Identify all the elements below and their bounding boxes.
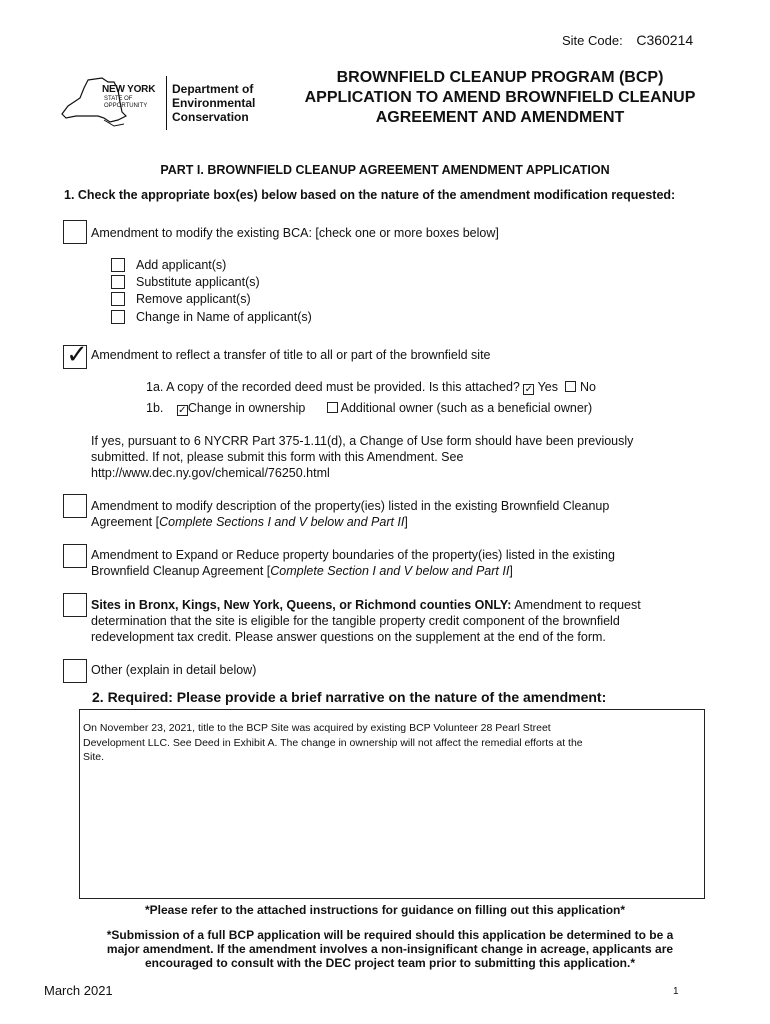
logo-new-york: NEW YORK — [102, 84, 156, 95]
narrative-line-3: Site. — [83, 751, 105, 763]
add-applicant-checkbox[interactable] — [111, 258, 125, 272]
additional-owner-label: Additional owner (such as a beneficial owner) — [340, 401, 593, 415]
question-2: 2. Required: Please provide a brief narrative on the nature of the amendment: — [92, 689, 607, 705]
title-line-3: AGREEMENT AND AMENDMENT — [375, 109, 625, 126]
change-name-checkbox[interactable] — [111, 310, 125, 324]
submission-line-1: *Submission of a full BCP application will be required should this application be determined to be a — [106, 928, 674, 942]
counties-text — [91, 597, 641, 645]
part-title: PART I. BROWNFIELD CLEANUP AGREEMENT AMENDMENT APPLICATION — [160, 163, 610, 177]
instructions-note: *Please refer to the attached instructions for guidance on filling out this application* — [144, 903, 626, 917]
submission-line-2: major amendment. If the amendment involves a non-insignificant change in acreage, applicants are — [106, 942, 674, 956]
logo-dept-line2: Environmental — [172, 96, 256, 110]
site-code — [562, 32, 693, 48]
deed-attached-yes-checkbox[interactable]: ✓ — [524, 384, 534, 395]
expand-reduce-line-1: Amendment to Expand or Reduce property boundaries of the property(ies) listed in the existing — [91, 548, 615, 562]
logo-opportunity: OPPORTUNITY — [104, 103, 148, 109]
submission-note — [40, 928, 740, 970]
substitute-applicant-checkbox[interactable] — [111, 275, 125, 289]
modify-description-line-2 — [91, 514, 609, 530]
question-1a — [146, 379, 596, 395]
site-code-label: Site Code: — [562, 33, 623, 48]
change-ownership-checkbox[interactable]: ✓ — [178, 405, 187, 416]
deed-attached-no-checkbox[interactable] — [565, 381, 576, 392]
expand-reduce-prefix: Brownfield Cleanup Agreement [ — [91, 564, 271, 578]
footer-date: March 2021 — [44, 983, 113, 998]
if-yes-line-2: submitted. If not, please submit this form with this Amendment. See — [91, 450, 464, 464]
modify-description-checkbox[interactable] — [63, 494, 87, 518]
modify-description-prefix: Agreement [ — [91, 515, 160, 529]
title-line-2: APPLICATION TO AMEND BROWNFIELD CLEANUP — [304, 89, 696, 106]
question-1a-text: 1a. A copy of the recorded deed must be provided. Is this attached? — [146, 380, 520, 394]
page-title — [270, 68, 730, 128]
counties-rest: Amendment to request — [511, 598, 641, 612]
modify-description-italic: Complete Sections I and V below and Part II — [159, 515, 405, 529]
expand-reduce-italic: Complete Section I and V below and Part II — [270, 564, 510, 578]
expand-reduce-line-2 — [91, 563, 615, 579]
modify-description-text — [91, 498, 609, 530]
if-yes-line-1: If yes, pursuant to 6 NYCRR Part 375-1.11(d), a Change of Use form should have been previously — [91, 434, 634, 448]
expand-reduce-text — [91, 547, 615, 579]
expand-reduce-checkbox[interactable] — [63, 544, 87, 568]
title-line-1: BROWNFIELD CLEANUP PROGRAM (BCP) — [336, 69, 664, 86]
check-mark-icon: ✓ — [66, 340, 88, 370]
additional-owner-checkbox[interactable] — [327, 402, 338, 413]
transfer-title-label: Amendment to reflect a transfer of title to all or part of the brownfield site — [91, 348, 491, 362]
question-1: 1. Check the appropriate box(es) below based on the nature of the amendment modification requested: — [64, 188, 676, 202]
change-of-use-link[interactable]: http://www.dec.ny.gov/chemical/76250.html — [91, 466, 330, 480]
modify-description-line-1: Amendment to modify description of the property(ies) listed in the existing Brownfield Cleanup — [91, 499, 610, 513]
dec-logo — [58, 76, 268, 132]
narrative-textarea[interactable] — [79, 709, 705, 899]
modify-bca-checkbox[interactable] — [63, 220, 87, 244]
counties-line-1 — [91, 597, 641, 613]
expand-reduce-suffix: ] — [509, 564, 513, 578]
logo-dept-line1: Department of — [172, 82, 254, 96]
change-name-label: Change in Name of applicant(s) — [136, 310, 312, 324]
deed-attached-no-label: No — [579, 380, 596, 394]
deed-attached-yes-label: Yes — [537, 380, 558, 394]
logo-divider — [166, 76, 167, 130]
counties-bold: Sites in Bronx, Kings, New York, Queens, or Richmond counties ONLY: — [91, 598, 512, 612]
remove-applicant-checkbox[interactable] — [111, 292, 125, 306]
change-ownership-label: Change in ownership — [187, 401, 306, 415]
counties-line-2: determination that the site is eligible for the tangible property credit component of the brownfield — [91, 614, 620, 628]
question-1b-prefix: 1b. — [146, 401, 164, 415]
modify-description-suffix: ] — [404, 515, 408, 529]
site-code-value: C360214 — [636, 32, 694, 48]
other-checkbox[interactable] — [63, 659, 87, 683]
if-yes-paragraph — [91, 433, 633, 481]
submission-line-3: encouraged to consult with the DEC project team prior to submitting this application.* — [144, 956, 636, 970]
counties-checkbox[interactable] — [63, 593, 87, 617]
page-number: 1 — [673, 986, 679, 997]
transfer-title-checkbox[interactable] — [63, 340, 88, 370]
substitute-applicant-label: Substitute applicant(s) — [136, 275, 260, 289]
modify-bca-label: Amendment to modify the existing BCA: [check one or more boxes below] — [91, 226, 499, 240]
other-label: Other (explain in detail below) — [91, 663, 257, 677]
remove-applicant-label: Remove applicant(s) — [136, 292, 251, 306]
logo-dept-line3: Conservation — [172, 110, 249, 124]
question-1b — [146, 400, 592, 416]
add-applicant-label: Add applicant(s) — [136, 258, 227, 272]
counties-line-3: redevelopment tax credit. Please answer questions on the supplement at the end of the form. — [91, 630, 606, 644]
logo-state-of: STATE OF — [104, 96, 133, 102]
narrative-line-1: On November 23, 2021, title to the BCP Site was acquired by existing BCP Volunteer 28 Pearl Street — [83, 722, 551, 734]
narrative-line-2: Development LLC. See Deed in Exhibit A. The change in ownership will not affect the remedial efforts at the — [83, 736, 583, 749]
